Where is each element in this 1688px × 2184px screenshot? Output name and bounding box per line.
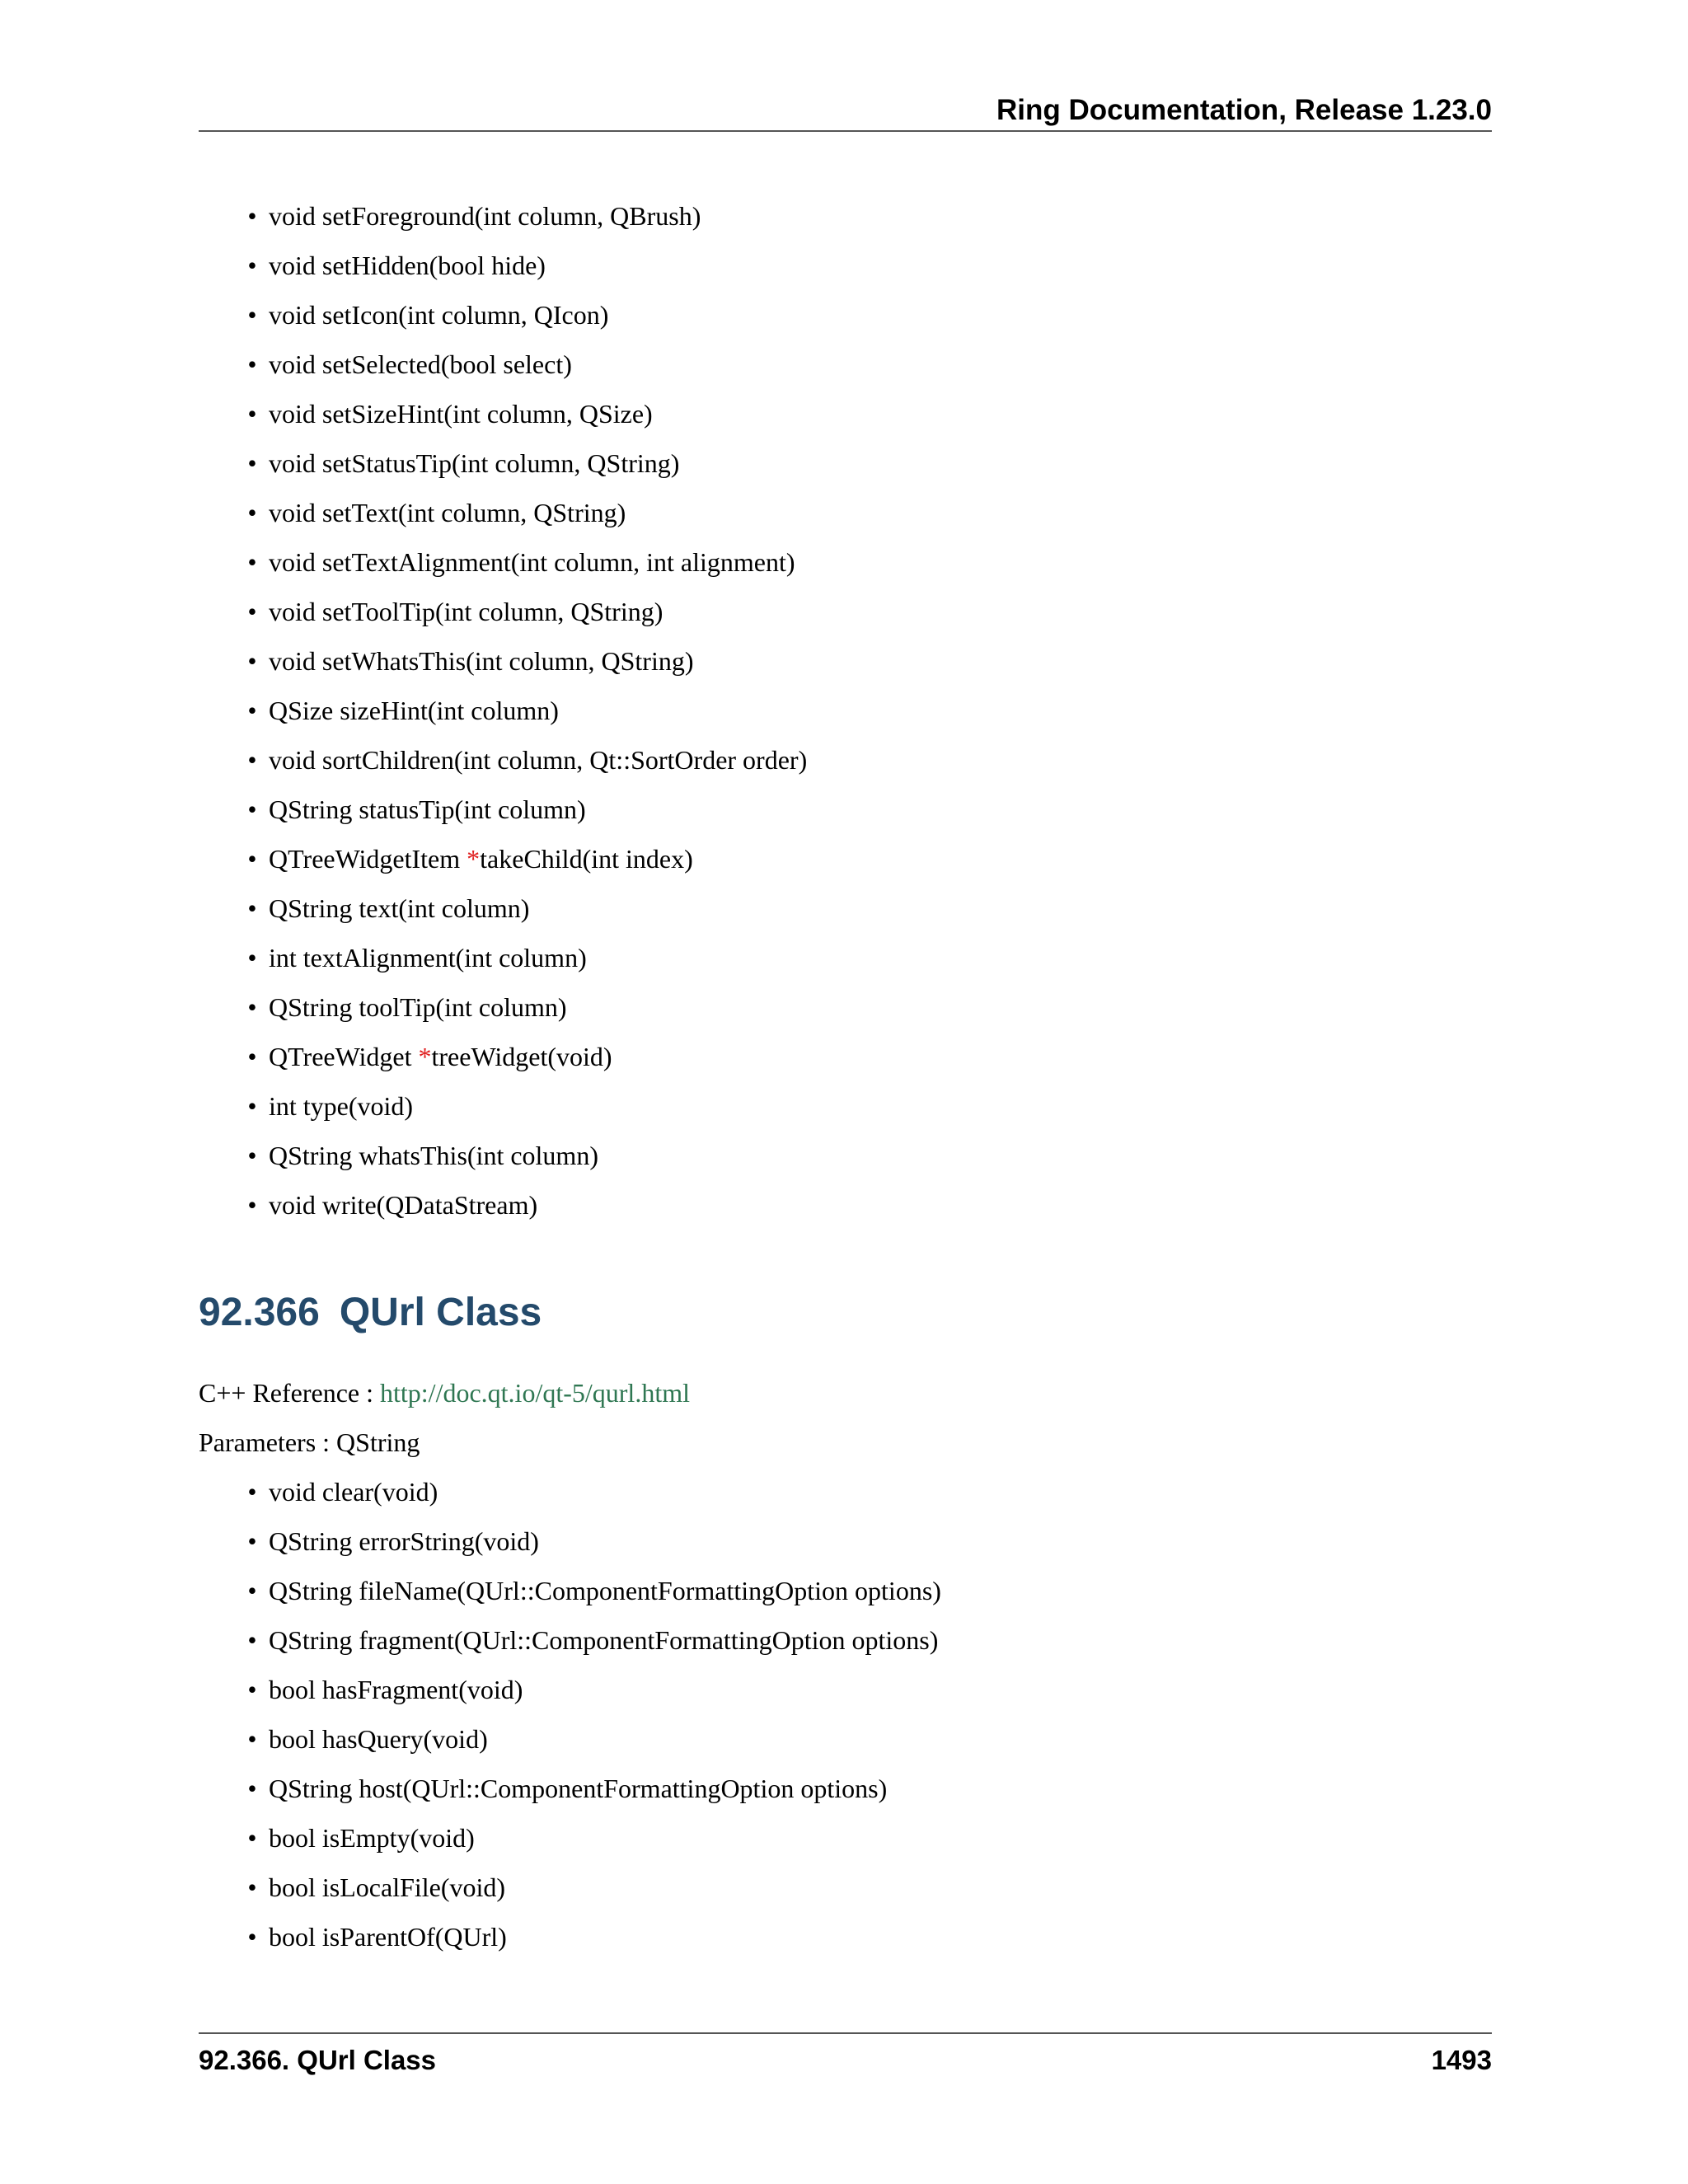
bullet-icon: • <box>247 1091 257 1121</box>
item-text: void setSelected(bool select) <box>269 349 572 379</box>
list-item <box>247 1516 539 1566</box>
bullet-icon: • <box>247 992 257 1022</box>
cpp-reference-line <box>199 1368 690 1418</box>
item-text: QString fileName(QUrl::ComponentFormattingOption options) <box>269 1576 941 1605</box>
list-item <box>247 1131 598 1180</box>
bullet-icon: • <box>247 1190 257 1220</box>
item-text: void setToolTip(int column, QString) <box>269 597 663 626</box>
bullet-icon: • <box>247 1576 257 1605</box>
bullet-icon: • <box>247 943 257 972</box>
pointer-star: * <box>467 844 481 874</box>
list-item <box>247 340 572 389</box>
item-text: QString errorString(void) <box>269 1526 539 1556</box>
item-text: bool isLocalFile(void) <box>269 1872 506 1902</box>
list-item <box>247 1665 523 1714</box>
item-text: bool hasQuery(void) <box>269 1724 488 1754</box>
bullet-icon: • <box>247 547 257 577</box>
list-item <box>247 488 626 537</box>
list-item <box>247 1764 888 1813</box>
bullet-icon: • <box>247 745 257 775</box>
item-text: void clear(void) <box>269 1477 438 1507</box>
item-text: void setWhatsThis(int column, QString) <box>269 646 694 676</box>
list-item <box>247 735 808 785</box>
item-text: void setForeground(int column, QBrush) <box>269 201 701 231</box>
item-text: QString statusTip(int column) <box>269 794 586 824</box>
item-text-pre: QTreeWidget <box>269 1042 419 1071</box>
bullet-icon: • <box>247 1526 257 1556</box>
cpp-reference-label: C++ Reference : <box>199 1378 380 1408</box>
item-text: int type(void) <box>269 1091 414 1121</box>
list-item <box>247 537 795 587</box>
section-title: QUrl Class <box>339 1291 542 1334</box>
item-text: void setSizeHint(int column, QSize) <box>269 399 653 429</box>
list-item <box>247 933 587 982</box>
list-item <box>247 1467 438 1516</box>
list-item <box>247 389 653 438</box>
item-text: int textAlignment(int column) <box>269 943 587 972</box>
bullet-icon: • <box>247 1724 257 1754</box>
list-item <box>247 1032 612 1081</box>
item-text: void setHidden(bool hide) <box>269 251 546 280</box>
bullet-icon: • <box>247 1675 257 1704</box>
list-item <box>247 686 559 735</box>
cpp-reference-link[interactable]: http://doc.qt.io/qt-5/qurl.html <box>380 1378 690 1408</box>
bullet-icon: • <box>247 399 257 429</box>
list-item <box>247 1912 507 1961</box>
bullet-icon: • <box>247 1477 257 1507</box>
item-text: QString host(QUrl::ComponentFormattingOption options) <box>269 1774 888 1803</box>
bullet-icon: • <box>247 448 257 478</box>
page-footer <box>199 2032 1492 2083</box>
bullet-icon: • <box>247 201 257 231</box>
list-item <box>247 785 586 834</box>
page-number: 1493 <box>1431 2045 1492 2075</box>
bullet-icon: • <box>247 696 257 725</box>
bullet-icon: • <box>247 893 257 923</box>
list-item <box>247 1566 941 1615</box>
item-text-pre: QTreeWidgetItem <box>269 844 467 874</box>
bullet-icon: • <box>247 794 257 824</box>
list-item <box>247 1180 538 1230</box>
bullet-icon: • <box>247 646 257 676</box>
list-item <box>247 1081 414 1131</box>
item-text: void write(QDataStream) <box>269 1190 538 1220</box>
bullet-icon: • <box>247 597 257 626</box>
list-item <box>247 241 546 290</box>
bullet-icon: • <box>247 1872 257 1902</box>
item-text: void setText(int column, QString) <box>269 498 626 527</box>
bullet-icon: • <box>247 1141 257 1170</box>
list-item <box>247 636 694 686</box>
list-item <box>247 834 693 883</box>
list-item <box>247 982 567 1032</box>
header-title: Ring Documentation, Release 1.23.0 <box>996 94 1492 126</box>
list-item <box>247 587 663 636</box>
bullet-icon: • <box>247 844 257 874</box>
item-text: void setTextAlignment(int column, int alignment) <box>269 547 795 577</box>
page-header <box>199 91 1492 132</box>
bullet-icon: • <box>247 1774 257 1803</box>
list-item <box>247 1813 475 1863</box>
item-text: QString text(int column) <box>269 893 530 923</box>
list-item <box>247 1863 506 1912</box>
item-text-post: takeChild(int index) <box>480 844 693 874</box>
item-text: QSize sizeHint(int column) <box>269 696 559 725</box>
item-text: QString fragment(QUrl::ComponentFormattingOption options) <box>269 1625 939 1655</box>
item-text: QString toolTip(int column) <box>269 992 567 1022</box>
bullet-icon: • <box>247 1823 257 1853</box>
footer-section-title: 92.366. QUrl Class <box>199 2045 437 2075</box>
item-text: bool isEmpty(void) <box>269 1823 475 1853</box>
item-text-post: treeWidget(void) <box>431 1042 612 1071</box>
bullet-icon: • <box>247 1042 257 1071</box>
list-item <box>247 191 701 241</box>
parameters-line: Parameters : QString <box>199 1427 420 1457</box>
bullet-icon: • <box>247 498 257 527</box>
section-number: 92.366 <box>199 1291 320 1334</box>
list-item <box>247 438 680 488</box>
item-text: void sortChildren(int column, Qt::SortOrder order) <box>269 745 808 775</box>
bullet-icon: • <box>247 349 257 379</box>
item-text: void setStatusTip(int column, QString) <box>269 448 680 478</box>
pointer-star: * <box>418 1042 432 1071</box>
section-heading <box>199 1284 542 1342</box>
list-item <box>247 1714 488 1764</box>
bullet-icon: • <box>247 1625 257 1655</box>
item-text: void setIcon(int column, QIcon) <box>269 300 609 330</box>
list-item <box>247 290 609 340</box>
item-text: bool hasFragment(void) <box>269 1675 523 1704</box>
bullet-icon: • <box>247 300 257 330</box>
item-text: QString whatsThis(int column) <box>269 1141 598 1170</box>
bullet-icon: • <box>247 1922 257 1952</box>
bullet-icon: • <box>247 251 257 280</box>
item-text: bool isParentOf(QUrl) <box>269 1922 507 1952</box>
list-item <box>247 883 530 933</box>
list-item <box>247 1615 939 1665</box>
